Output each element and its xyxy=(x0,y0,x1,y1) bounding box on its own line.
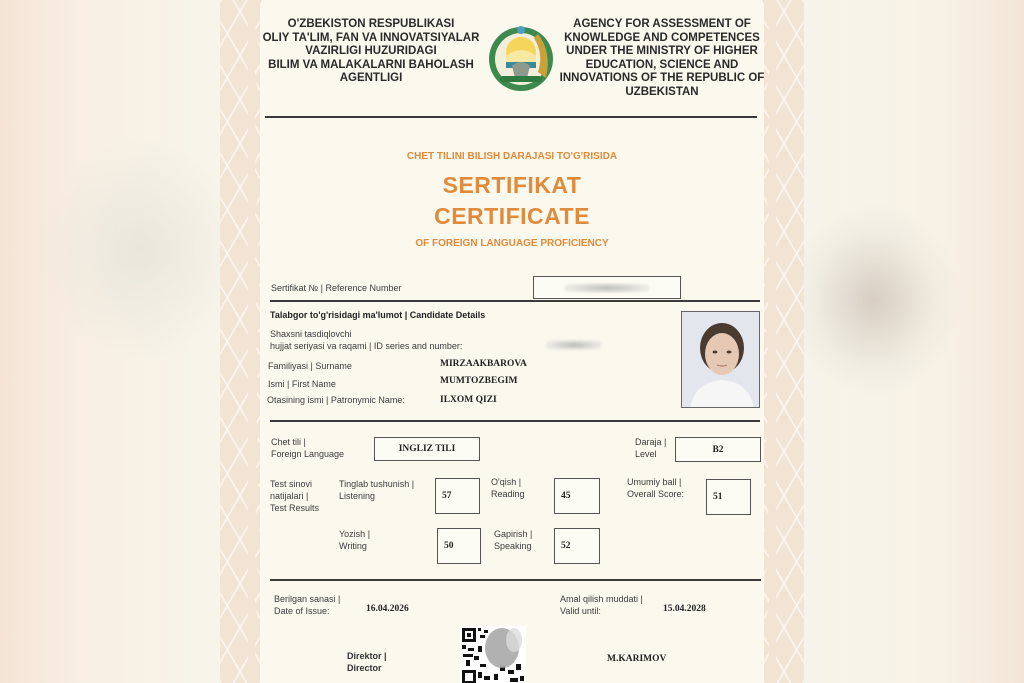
patronymic-label: Otasining ismi | Patronymic Name: xyxy=(267,395,405,405)
valid-until-label-line1: Amal qilish muddati | xyxy=(560,594,643,604)
first-name-value: MUMTOZBEGIM xyxy=(440,376,518,386)
header-left-line: VAZIRLIGI HUZURIDAGI xyxy=(305,45,437,57)
reading-score: 45 xyxy=(561,491,571,501)
test-results-label-line2: natijalari | xyxy=(270,491,309,501)
header-right-line: UZBEKISTAN xyxy=(625,85,699,98)
speaking-score: 52 xyxy=(561,541,571,551)
first-name-label: Ismi | First Name xyxy=(268,379,336,389)
overall-score-field xyxy=(706,479,751,515)
header-right-en xyxy=(556,18,768,99)
reference-divider xyxy=(270,300,760,302)
title-sertifikat: SERTIFIKAT xyxy=(442,172,582,198)
speaking-score-field xyxy=(554,528,600,564)
issue-date-label-line1: Berilgan sanasi | xyxy=(274,594,341,604)
header-left-line: OLIY TA'LIM, FAN VA INNOVATSIYALAR xyxy=(262,31,480,44)
header-left-uz xyxy=(256,18,486,86)
candidate-divider xyxy=(270,420,760,422)
reference-number-field xyxy=(533,276,681,299)
header-right-line: INNOVATIONS OF THE REPUBLIC OF xyxy=(559,72,765,84)
title-subtitle-top: CHET TILINI BILISH DARAJASI TO'G'RISIDA xyxy=(406,151,618,162)
listening-score-field xyxy=(435,478,480,514)
speaking-label-line1: Gapirish | xyxy=(494,529,533,539)
director-name: M.KARIMOV xyxy=(607,654,667,664)
valid-until-label-line2: Valid until: xyxy=(560,606,601,616)
certificate-body xyxy=(260,0,764,683)
foreign-language-label-line2: Foreign Language xyxy=(271,449,345,459)
writing-score-field xyxy=(437,528,481,564)
foreign-language-label-line1: Chet tili | xyxy=(271,437,306,447)
certificate-document xyxy=(220,0,804,683)
background-left xyxy=(0,0,220,683)
id-label-line2: hujjat seriyasi va raqami | ID series and number: xyxy=(270,341,463,351)
redacted-reference-number xyxy=(564,283,650,293)
level-value: B2 xyxy=(712,444,724,455)
issue-date-label-line2: Date of Issue: xyxy=(274,606,330,616)
results-divider xyxy=(270,579,761,581)
overall-score-label-line2: Overall Score: xyxy=(627,489,685,499)
listening-label-line2: Listening xyxy=(339,491,376,501)
speaking-label-line2: Speaking xyxy=(494,541,532,551)
level-label-line2: Level xyxy=(635,449,657,459)
header-right-line: UNDER THE MINISTRY OF HIGHER xyxy=(566,45,758,57)
header-left-line: O'ZBEKISTON RESPUBLIKASI xyxy=(287,18,455,30)
test-results-label-line3: Test Results xyxy=(270,503,320,513)
issue-date-value: 16.04.2026 xyxy=(366,604,409,614)
director-label-line2: Director xyxy=(347,663,382,673)
valid-until-value: 15.04.2028 xyxy=(663,604,706,614)
reading-label-line1: O'qish | xyxy=(491,477,522,487)
redacted-id-number xyxy=(546,340,602,350)
header-right-line: EDUCATION, SCIENCE AND xyxy=(585,58,739,71)
patronymic-value: ILXOM QIZI xyxy=(440,395,497,405)
header-left-line: BILIM VA MALAKALARNI BAHOLASH xyxy=(268,58,474,71)
background-right xyxy=(804,0,1024,683)
header-divider xyxy=(265,116,757,118)
header-right-line: KNOWLEDGE AND COMPETENCES xyxy=(564,31,760,44)
test-results-label-line1: Test sinovi xyxy=(270,479,313,489)
overall-score-label-line1: Umumiy ball | xyxy=(627,477,682,487)
candidate-photo xyxy=(681,311,760,408)
director-label-line1: Direktor | xyxy=(347,651,387,661)
candidate-section-title: Talabgor to'g'risidagi ma'lumot | Candidate Details xyxy=(270,310,486,320)
listening-label-line1: Tinglab tushunish | xyxy=(339,479,415,489)
title-subtitle-bottom: OF FOREIGN LANGUAGE PROFICIENCY xyxy=(415,238,609,249)
writing-label-line1: Yozish | xyxy=(339,529,371,539)
foreign-language-field xyxy=(374,437,480,461)
decorative-wave-right xyxy=(762,0,776,683)
state-emblem-icon xyxy=(486,22,556,94)
header-right-line: AGENCY FOR ASSESSMENT OF xyxy=(573,18,751,30)
qr-code[interactable] xyxy=(460,626,526,683)
writing-label-line2: Writing xyxy=(339,541,367,551)
surname-value: MIRZAAKBAROVA xyxy=(440,359,527,369)
title-certificate: CERTIFICATE xyxy=(434,203,590,229)
decorative-wave-left xyxy=(248,0,262,683)
foreign-language-value: INGLIZ TILI xyxy=(398,444,456,454)
listening-score: 57 xyxy=(442,491,452,501)
writing-score: 50 xyxy=(444,541,454,551)
overall-score: 51 xyxy=(713,492,723,502)
surname-label: Familiyasi | Surname xyxy=(268,361,352,371)
level-label-line1: Daraja | xyxy=(635,437,667,447)
id-label-line1: Shaxsni tasdiqlovchi xyxy=(270,329,352,339)
reading-score-field xyxy=(554,478,600,514)
reading-label-line2: Reading xyxy=(491,489,525,499)
header-left-line: AGENTLIGI xyxy=(339,72,403,84)
reference-number-label: Sertifikat № | Reference Number xyxy=(271,283,402,293)
level-field xyxy=(675,437,761,462)
